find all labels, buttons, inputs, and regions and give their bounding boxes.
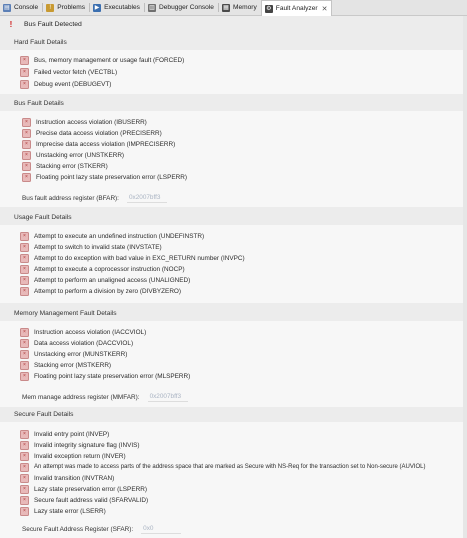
memory-icon: ▦ xyxy=(223,4,229,11)
hard-fault-section xyxy=(0,36,467,94)
list-item: × Unstacking error (MUNSTKERR) xyxy=(20,349,127,359)
executables-icon: ▶ xyxy=(94,4,100,11)
error-icon: ! xyxy=(9,20,13,29)
fault-badge-icon: × xyxy=(20,507,29,516)
fault-badge-icon: × xyxy=(20,265,29,274)
fault-badge-icon: × xyxy=(20,452,29,461)
tab-console[interactable] xyxy=(0,0,42,15)
tab-label: Problems xyxy=(57,4,86,11)
tab-label: Debugger Console xyxy=(158,4,214,11)
section-title: Memory Management Fault Details xyxy=(0,307,467,321)
fault-badge-icon: × xyxy=(22,118,31,127)
tab-debugger-console[interactable] xyxy=(145,0,218,15)
fault-badge-icon: × xyxy=(20,430,29,439)
list-item: × Debug event (DEBUGEVT) xyxy=(20,79,111,89)
tab-problems[interactable] xyxy=(43,0,89,15)
secure-fault-section xyxy=(0,408,467,538)
list-item: × Floating point lazy state preservation error (MLSPERR) xyxy=(20,371,190,381)
fault-badge-icon: × xyxy=(22,140,31,149)
fault-badge-icon: × xyxy=(20,68,29,77)
fault-badge-icon: × xyxy=(22,162,31,171)
fault-badge-icon: × xyxy=(20,361,29,370)
list-item: × An attempt was made to access parts of the address space that are marked as Secure with NS-Req for the transaction set to Non-secure (AUVIOL) xyxy=(20,462,426,472)
memory-management-fault-section xyxy=(0,307,467,407)
mmfar-field-row xyxy=(22,391,188,403)
fault-badge-icon: × xyxy=(20,485,29,494)
list-item: × Secure fault address valid (SFARVALID) xyxy=(20,495,148,505)
list-item: × Failed vector fetch (VECTBL) xyxy=(20,67,117,77)
fault-badge-icon: × xyxy=(20,287,29,296)
bus-fault-section xyxy=(0,97,467,207)
list-item: × Imprecise data access violation (IMPRECISERR) xyxy=(22,139,175,149)
bfar-field-row xyxy=(22,192,167,204)
tab-label: Console xyxy=(14,4,39,11)
tab-executables[interactable] xyxy=(90,0,144,15)
fault-banner-text: Bus Fault Detected xyxy=(24,21,82,28)
fault-badge-icon: × xyxy=(20,441,29,450)
list-item: × Floating point lazy state preservation error (LSPERR) xyxy=(22,172,187,182)
list-item: × Instruction access violation (IACCVIOL) xyxy=(20,327,146,337)
fault-badge-icon: × xyxy=(20,80,29,89)
fault-banner xyxy=(0,16,467,33)
list-item: × Attempt to switch to invalid state (INVSTATE) xyxy=(20,242,162,252)
section-title: Secure Fault Details xyxy=(0,408,467,422)
fault-badge-icon: × xyxy=(20,496,29,505)
list-item: × Invalid exception return (INVER) xyxy=(20,451,126,461)
fault-badge-icon: × xyxy=(20,372,29,381)
mmfar-value[interactable]: 0x2007bff3 xyxy=(148,392,188,402)
list-item: × Invalid integrity signature flag (INVIS) xyxy=(20,440,140,450)
fault-badge-icon: × xyxy=(20,474,29,483)
sfar-label: Secure Fault Address Register (SFAR): xyxy=(22,525,134,533)
bfar-value[interactable]: 0x2007bff3 xyxy=(127,193,167,203)
list-item: × Attempt to perform a division by zero (DIVBYZERO) xyxy=(20,286,181,296)
tab-label: Fault Analyzer xyxy=(275,5,318,12)
list-item: × Invalid transition (INVTRAN) xyxy=(20,473,114,483)
debugger-console-icon: ▥ xyxy=(149,4,155,11)
list-item: × Bus, memory management or usage fault (FORCED) xyxy=(20,55,184,65)
fault-badge-icon: × xyxy=(20,276,29,285)
close-icon[interactable]: ✕ xyxy=(321,5,328,13)
fault-analyzer-view xyxy=(0,16,467,538)
list-item: × Attempt to execute a coprocessor instruction (NOCP) xyxy=(20,264,185,274)
fault-badge-icon: × xyxy=(22,151,31,160)
fault-badge-icon: × xyxy=(20,328,29,337)
console-icon: ▤ xyxy=(4,4,10,11)
tab-memory[interactable] xyxy=(219,0,261,15)
fault-badge-icon: × xyxy=(20,463,29,472)
usage-fault-section xyxy=(0,211,467,303)
sfar-value[interactable]: 0x0 xyxy=(141,524,181,534)
list-item: × Stacking error (STKERR) xyxy=(22,161,108,171)
fault-analyzer-icon: ⚙ xyxy=(266,5,272,12)
vertical-scrollbar[interactable] xyxy=(463,16,467,538)
fault-badge-icon: × xyxy=(20,56,29,65)
section-title: Hard Fault Details xyxy=(0,36,467,50)
section-title: Bus Fault Details xyxy=(0,97,467,111)
list-item: × Lazy state preservation error (LSPERR) xyxy=(20,484,147,494)
view-tab-bar xyxy=(0,0,467,16)
sfar-field-row xyxy=(22,523,181,535)
problems-icon: ! xyxy=(46,4,54,12)
list-item: × Data access violation (DACCVIOL) xyxy=(20,338,133,348)
list-item: × Attempt to perform an unaligned access (UNALIGNED) xyxy=(20,275,190,285)
list-item: × Stacking error (MSTKERR) xyxy=(20,360,111,370)
fault-badge-icon: × xyxy=(20,339,29,348)
list-item: × Unstacking error (UNSTKERR) xyxy=(22,150,124,160)
list-item: × Attempt to execute an undefined instruction (UNDEFINSTR) xyxy=(20,231,204,241)
tab-label: Executables xyxy=(104,4,140,11)
fault-badge-icon: × xyxy=(22,129,31,138)
tab-fault-analyzer[interactable] xyxy=(261,0,333,16)
list-item: × Invalid entry point (INVEP) xyxy=(20,429,109,439)
fault-badge-icon: × xyxy=(20,254,29,263)
mmfar-label: Mem manage address register (MMFAR): xyxy=(22,393,140,401)
fault-badge-icon: × xyxy=(22,173,31,182)
fault-badge-icon: × xyxy=(20,350,29,359)
list-item: × Precise data access violation (PRECISERR) xyxy=(22,128,162,138)
list-item: × Instruction access violation (IBUSERR) xyxy=(22,117,147,127)
bfar-label: Bus fault address register (BFAR): xyxy=(22,194,119,202)
list-item: × Attempt to do exception with bad value in EXC_RETURN number (INVPC) xyxy=(20,253,245,263)
fault-badge-icon: × xyxy=(20,243,29,252)
fault-badge-icon: × xyxy=(20,232,29,241)
list-item: × Lazy state error (LSERR) xyxy=(20,506,106,516)
tab-label: Memory xyxy=(232,4,257,11)
section-title: Usage Fault Details xyxy=(0,211,467,225)
